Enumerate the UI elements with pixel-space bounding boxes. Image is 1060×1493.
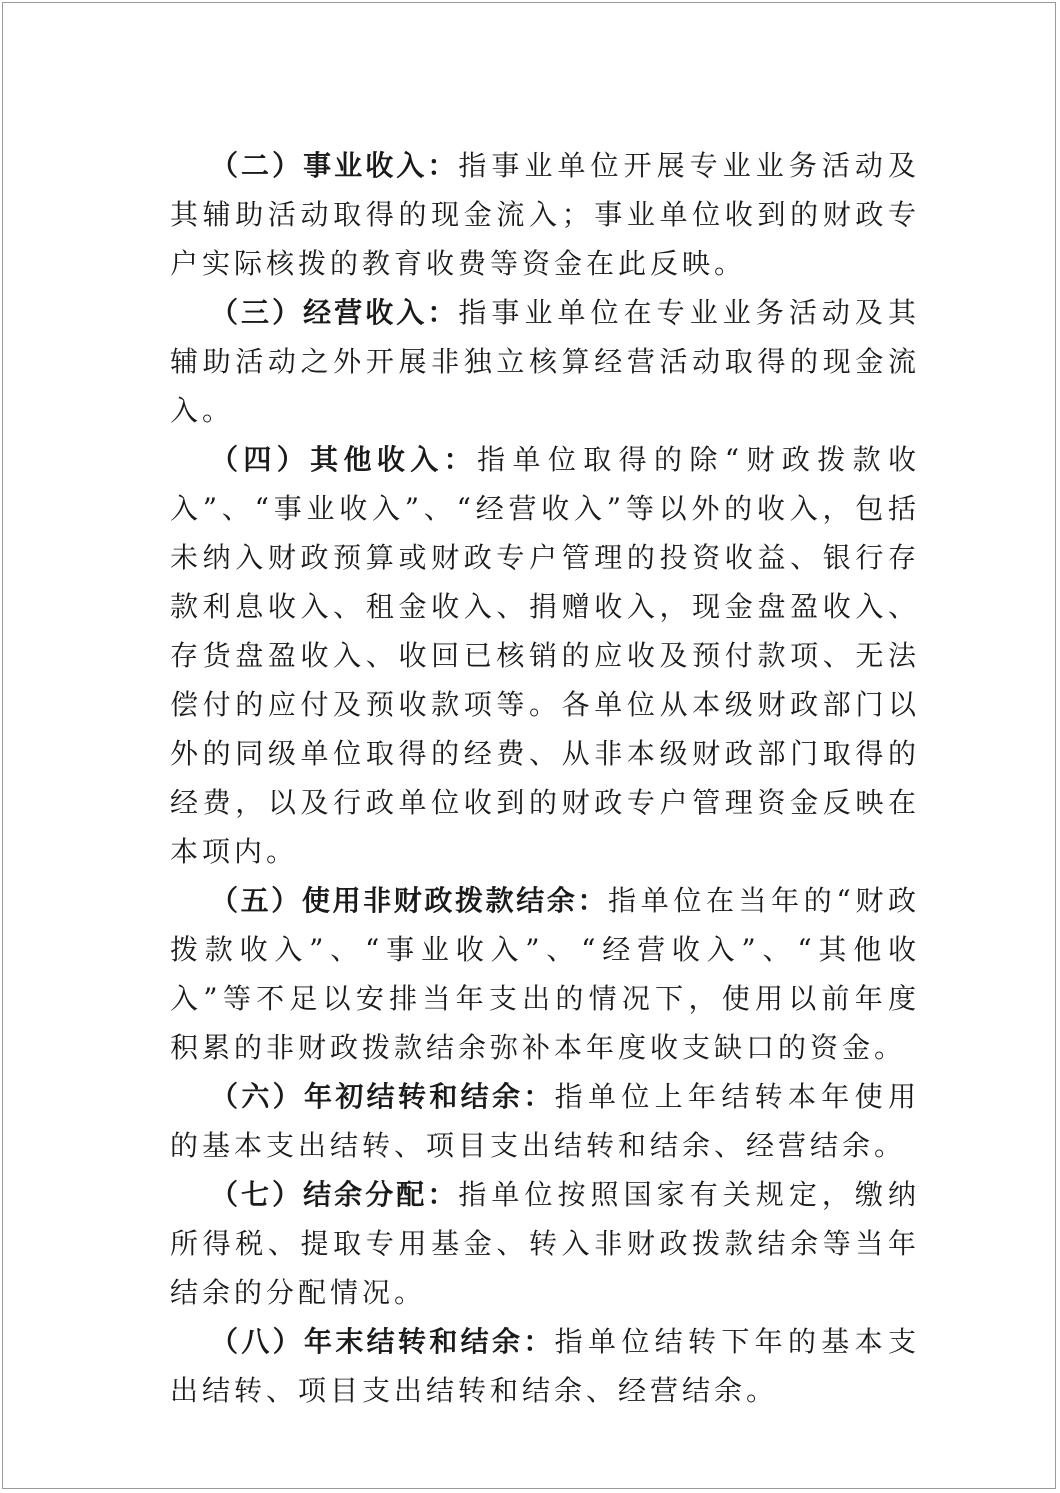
paragraph-heading: （六）年初结转和结余： bbox=[210, 1080, 555, 1113]
paragraph-text: 指单位按照国家有关规定，缴纳所得税、提取专用基金、转入非财政拨款结余等当年结余的分配情况。 bbox=[170, 1178, 920, 1309]
paragraph-text: 指单位取得的除“财政拨款收入”、“事业收入”、“经营收入”等以外的收入，包括未纳入财政预算或财政专户管理的投资收益、银行存款利息收入、租金收入、捐赠收入，现金盘盈收入、存货盘盈收入、收回已核销的应收及预付款项、无法偿付的应付及预收款项等。各单位从本级财政部门以外的同级单位取得的经费、从非本级财政部门取得的经费，以及行政单位收到的财政专户管理资金反映在本项内。 bbox=[170, 443, 920, 868]
paragraph-operating-income bbox=[170, 288, 920, 435]
paragraph-text: 指单位结转下年的基本支出结转、项目支出结转和结余、经营结余。 bbox=[170, 1325, 920, 1407]
paragraph-text: 指单位在当年的“财政拨款收入”、“事业收入”、“经营收入”、“其他收入”等不足以安排当年支出的情况下，使用以前年度积累的非财政拨款结余弥补本年度收支缺口的资金。 bbox=[170, 884, 920, 1064]
paragraph-text: 指事业单位在专业业务活动及其辅助活动之外开展非独立核算经营活动取得的现金流入。 bbox=[170, 296, 920, 427]
document-body bbox=[170, 141, 920, 1415]
paragraph-business-income bbox=[170, 141, 920, 288]
document-page bbox=[2, 2, 1056, 1489]
paragraph-surplus-distribution bbox=[170, 1170, 920, 1317]
paragraph-text: 指单位上年结转本年使用的基本支出结转、项目支出结转和结余、经营结余。 bbox=[170, 1080, 920, 1162]
paragraph-heading: （五）使用非财政拨款结余： bbox=[210, 884, 609, 917]
paragraph-heading: （八）年末结转和结余： bbox=[210, 1325, 555, 1358]
paragraph-heading: （二）事业收入： bbox=[210, 149, 459, 182]
paragraph-heading: （七）结余分配： bbox=[210, 1178, 459, 1211]
paragraph-closing-balance bbox=[170, 1317, 920, 1415]
paragraph-heading: （三）经营收入： bbox=[210, 296, 459, 329]
paragraph-opening-balance bbox=[170, 1072, 920, 1170]
paragraph-other-income bbox=[170, 435, 920, 876]
paragraph-heading: （四）其他收入： bbox=[210, 443, 478, 476]
paragraph-non-fiscal-surplus bbox=[170, 876, 920, 1072]
paragraph-text: 指事业单位开展专业业务活动及其辅助活动取得的现金流入；事业单位收到的财政专户实际核拨的教育收费等资金在此反映。 bbox=[170, 149, 920, 280]
